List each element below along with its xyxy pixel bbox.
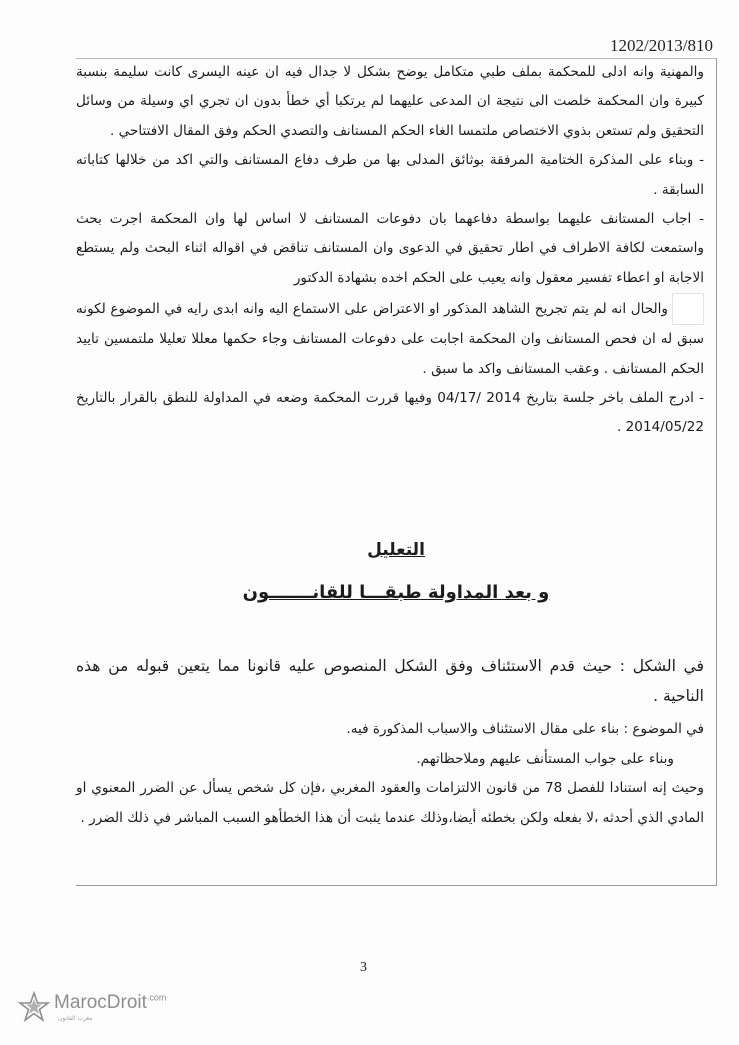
heading-deliberation: و بعد المداولة طبقـــا للقانـــــــون (242, 582, 550, 603)
watermark-logo (16, 988, 186, 1028)
paragraph-respondent-answer: - اجاب المستانف عليهما بواسطة دفاعهما بان دفوعات المستانف لا اساس لها وان المحكمة اجرت بحث واستمعت لكافة الاطراف في اطار تحقيق في الدعوى وان المستانف تناقض في اقواله اثناء البحث ولم يستطع الاجابة او اعطاء تفسير معقول وانه يعيب على الحكم اخده بشهادة الدكتور (76, 211, 704, 286)
redacted-name-box (672, 293, 704, 325)
watermark-tagline: مغرب القانون (58, 1015, 93, 1022)
paragraph-substance: في الموضوع : بناء على مقال الاستئناف والاسباب المذكورة فيه. (346, 721, 704, 738)
page-number: 3 (360, 960, 367, 975)
paragraph-final-memo: - وبناء على المذكرة الختامية المرفقة بوثائق المدلى بها من طرف دفاع المستانف والتي اكد من خلالها كتاباته السابقة . (76, 152, 704, 198)
document-body (76, 58, 704, 443)
star-icon (18, 991, 50, 1023)
paragraph-article-78: وحيث إنه استنادا للفصل 78 من قانون الالتزامات والعقود المغربي ،فإن كل شخص يسأل عن الضرر المعنوي او المادي الذي أحدثه ،لا بفعله ولكن بخطئه أيضا،وذلك عندما يثبت أن هذا الخطأهو السبب المباشر في ذلك الضرر . (76, 780, 704, 826)
paragraph-response: وبناء على جواب المستأنف عليهم وملاحظاتهم. (416, 750, 674, 767)
paragraph-witness (76, 293, 704, 384)
paragraph-form: في الشكل : حيث قدم الاستئناف وفق الشكل المنصوص عليه قانونا مما يتعين قبوله من هذه الناحية . (76, 657, 704, 705)
paragraph-deliberation-date: - ادرج الملف باخر جلسة بتاريخ 2014 /04/17 وفيها قررت المحكمة وضعه في المداولة للنطق بالقرار بالتاريخ 2014/05/22 . (76, 390, 704, 436)
case-reference: 1202/2013/810 (610, 36, 713, 55)
paragraph-witness-text: والحال انه لم يتم تجريح الشاهد المذكور او الاعتراض على الاستماع اليه وانه ابدى رايه في الموضوع لكونه سبق له ان فحص المستانف وان المحكمة اجابت على دفوعات المستانف وجاء حكمها معللا تعليلا ملتمسين تاييد الحكم المستانف . وعقب المستانف واكد ما سبق . (76, 301, 704, 377)
heading-reasoning: التعليل (367, 540, 425, 560)
ruling-section (76, 652, 704, 834)
paragraph-appeal-grounds: والمهنية وانه ادلى للمحكمة بملف طبي متكامل يوضح بشكل لا جدال فيه ان عينه اليسرى كانت سليمة بنسبة كبيرة وان المحكمة خلصت الى نتيجة ان المدعى عليهما لم يرتكبا أي خطأ بدون ان تجري اي وسيلة من وسائل التحقيق ولم تستعن بذوي الاختصاص ملتمسا الغاء الحكم المستانف والتصدي الحكم وفق المقال الافتتاحي . (76, 64, 704, 139)
watermark-name: MarocDroit$^{.com}$ (54, 992, 167, 1013)
